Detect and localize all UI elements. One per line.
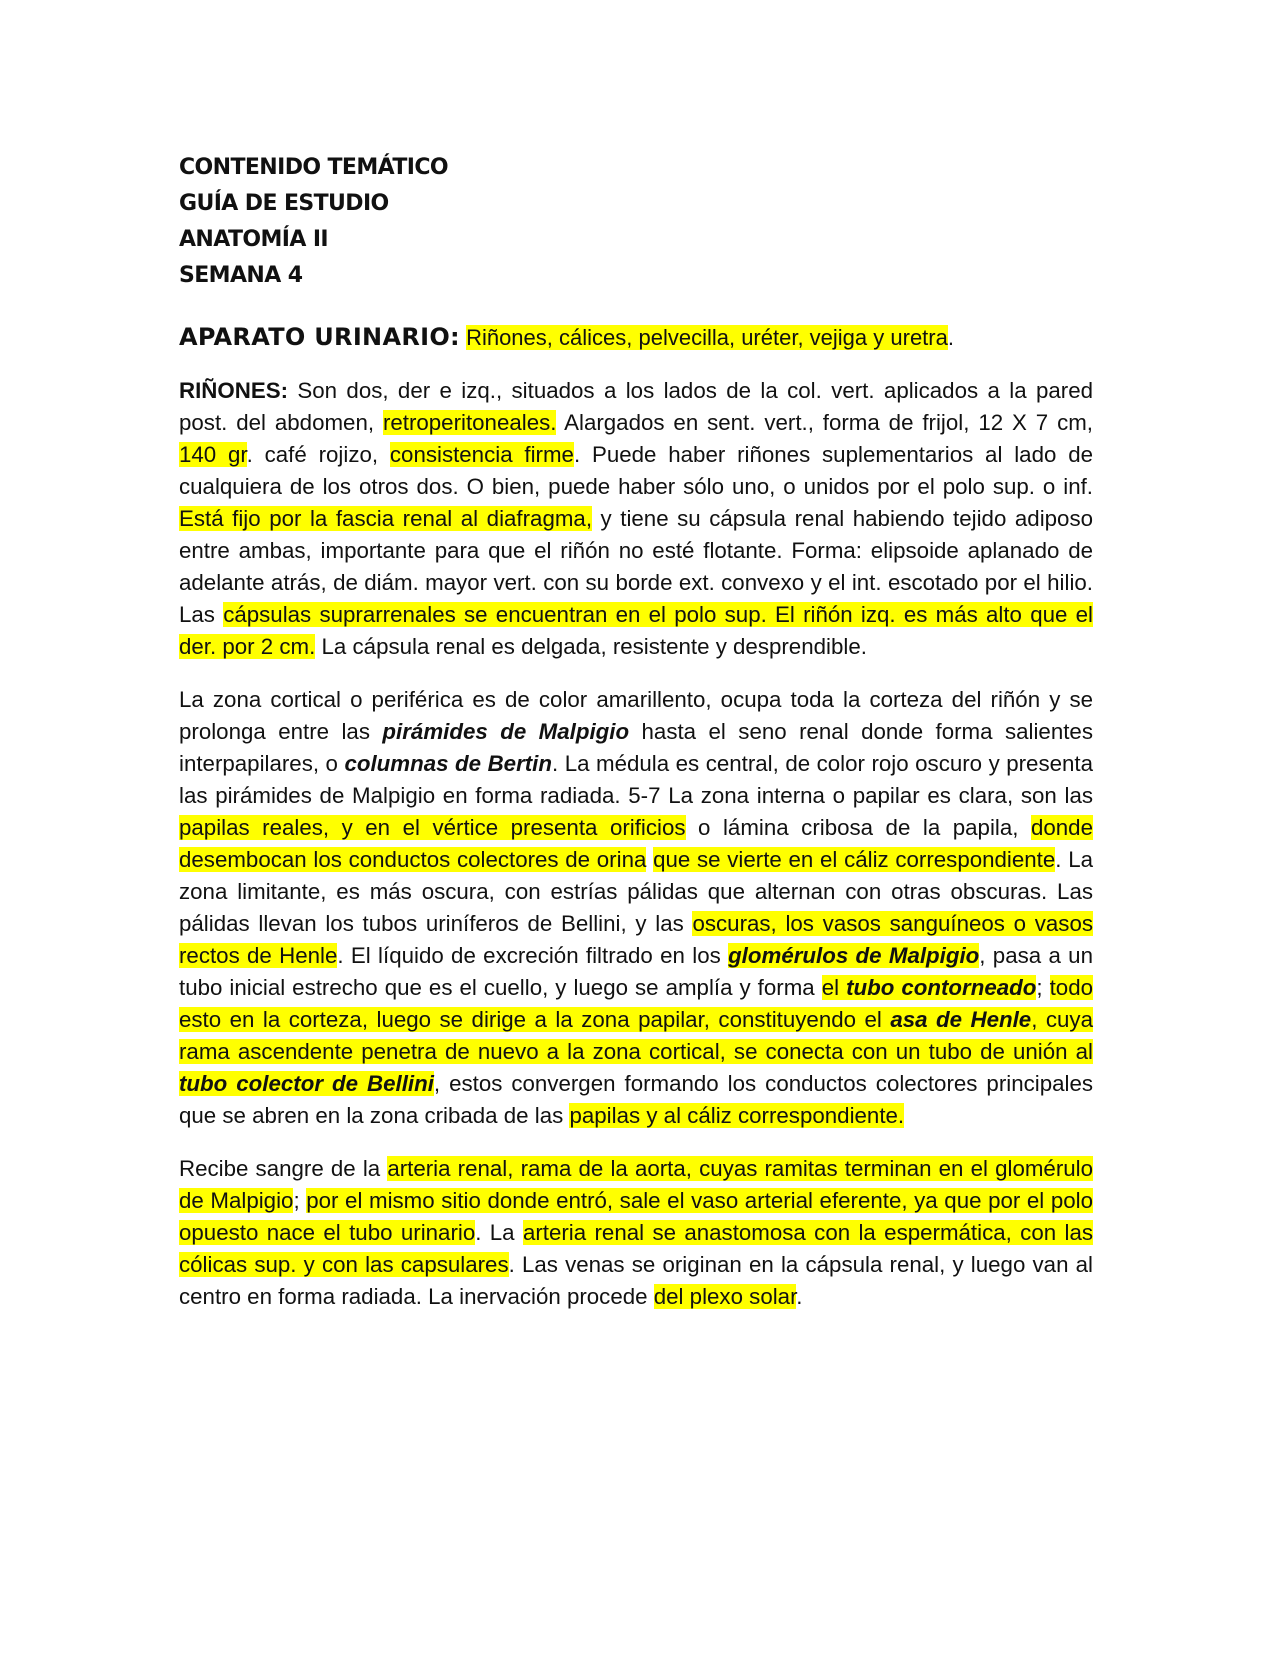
paragraph-irrigacion	[179, 1153, 1093, 1313]
p2-text: . La zona limitante, es más oscura, con estrías pálidas que alternan con otras obscuras. Las pálidas llevan los tubos uriníferos de Bellini, y las	[179, 847, 1094, 936]
p3-text: ;	[293, 1188, 307, 1213]
p2-highlight: papilas y al cáliz correspondiente.	[569, 1103, 905, 1128]
p2-text: . La médula es central, de color rojo oscuro y presenta las pirámides de Malpigio en forma radiada. 5-7 La zona interna o papilar es clara, son las	[179, 751, 1093, 808]
p1-text: Alargados en sent. vert., forma de frijol, 12 X 7 cm,	[556, 410, 1093, 435]
p3-text: . La	[475, 1220, 523, 1245]
section-title	[179, 320, 1093, 355]
paragraph-rinones	[179, 375, 1093, 663]
title-label: APARATO URINARIO:	[179, 323, 460, 351]
p1-highlight: 140 gr	[179, 442, 247, 467]
p1-text: Son dos, der e izq., situados a los lados de la col. vert. aplicados a la pared post. del abdomen,	[179, 378, 1093, 435]
p2-text: , estos convergen formando los conductos colectores principales que se abren en la zona cribada de las	[179, 1071, 1094, 1128]
p2-highlight: el	[821, 975, 847, 1000]
p2-term: pirámides de Malpigio	[382, 719, 630, 744]
p2-highlight: todo esto en la corteza, luego se dirige a la zona papilar, constituyendo el	[179, 975, 1094, 1032]
p2-highlight: que se vierte en el cáliz correspondiente	[653, 847, 1056, 872]
p2-text: La zona cortical o periférica es de color amarillento, ocupa toda la corteza del riñón y se prolonga entre las	[179, 687, 1093, 744]
title-highlight: Riñones, cálices, pelvecilla, uréter, vejiga y uretra	[466, 325, 948, 350]
header-semana: SEMANA 4	[179, 263, 303, 288]
p2-highlight-term: asa de Henle	[890, 1007, 1032, 1032]
p2-highlight-term: glomérulos de Malpigio	[728, 943, 980, 968]
p2-highlight-term: tubo colector de Bellini	[179, 1071, 434, 1096]
header-guia: GUÍA DE ESTUDIO	[179, 191, 389, 216]
p2-highlight: oscuras, los vasos sanguíneos o vasos rectos de Henle	[179, 911, 1093, 968]
title-end: .	[947, 325, 954, 350]
p3-highlight: arteria renal, rama de la aorta, cuyas ramitas terminan en el glomérulo de Malpigio	[179, 1156, 1093, 1213]
p1-highlight: consistencia firme	[389, 442, 574, 467]
p1-highlight: cápsulas suprarrenales se encuentran en el polo sup. El riñón izq. es más alto que el der. por 2 cm.	[179, 602, 1093, 659]
p3-highlight: arteria renal se anastomosa con la espermática, con las cólicas sup. y con las capsulares	[179, 1220, 1093, 1277]
p3-highlight: por el mismo sitio donde entró, sale el vaso arterial eferente, ya que por el polo opuesto nace el tubo urinario	[179, 1188, 1094, 1245]
document-header	[179, 150, 1093, 294]
p2-text: . El líquido de excreción filtrado en los	[337, 943, 729, 968]
p3-text: Recibe sangre de la	[179, 1156, 388, 1181]
rinones-lead: RIÑONES:	[179, 378, 289, 403]
p1-text: La cápsula renal es delgada, resistente y desprendible.	[315, 634, 867, 659]
p2-highlight: papilas reales, y en el vértice presenta orificios	[179, 815, 686, 840]
p1-text: . café rojizo,	[246, 442, 390, 467]
p2-text: ;	[1036, 975, 1050, 1000]
p2-highlight-term: tubo contorneado	[846, 975, 1037, 1000]
p3-text: .	[796, 1284, 803, 1309]
p2-text: o lámina cribosa de la papila,	[685, 815, 1031, 840]
paragraph-zona-cortical	[179, 684, 1093, 1132]
p2-text: , pasa a un tubo inicial estrecho que es el cuello, y luego se amplía y forma	[179, 943, 1093, 1000]
p3-highlight: del plexo solar	[653, 1284, 797, 1309]
p2-highlight: , cuya rama ascendente penetra de nuevo a la zona cortical, se conecta con un tubo de unión al	[179, 1007, 1093, 1064]
p1-highlight: retroperitoneales.	[382, 410, 557, 435]
p2-text: hasta el seno renal donde forma salientes interpapilares, o	[179, 719, 1093, 776]
p1-highlight: Está fijo por la fascia renal al diafragma,	[179, 506, 593, 531]
p2-highlight: donde desembocan los conductos colectores de orina	[179, 815, 1093, 872]
p3-text: . Las venas se originan en la cápsula renal, y luego van al centro en forma radiada. La inervación procede	[179, 1252, 1093, 1309]
p2-term: columnas de Bertin	[344, 751, 552, 776]
p1-text: . Puede haber riñones suplementarios al lado de cualquiera de los otros dos. O bien, puede haber sólo uno, o unidos por el polo sup. o inf.	[179, 442, 1093, 499]
header-contenido: CONTENIDO TEMÁTICO	[179, 155, 449, 180]
p1-text: y tiene su cápsula renal habiendo tejido adiposo entre ambas, importante para que el riñón no esté flotante. Forma: elipsoide aplanado de adelante atrás, de diám. mayor vert. con su borde ext. convexo y el int. escotado por el hilio. Las	[179, 506, 1093, 627]
header-anatomia: ANATOMÍA II	[179, 227, 329, 252]
document-page	[179, 150, 1093, 1313]
